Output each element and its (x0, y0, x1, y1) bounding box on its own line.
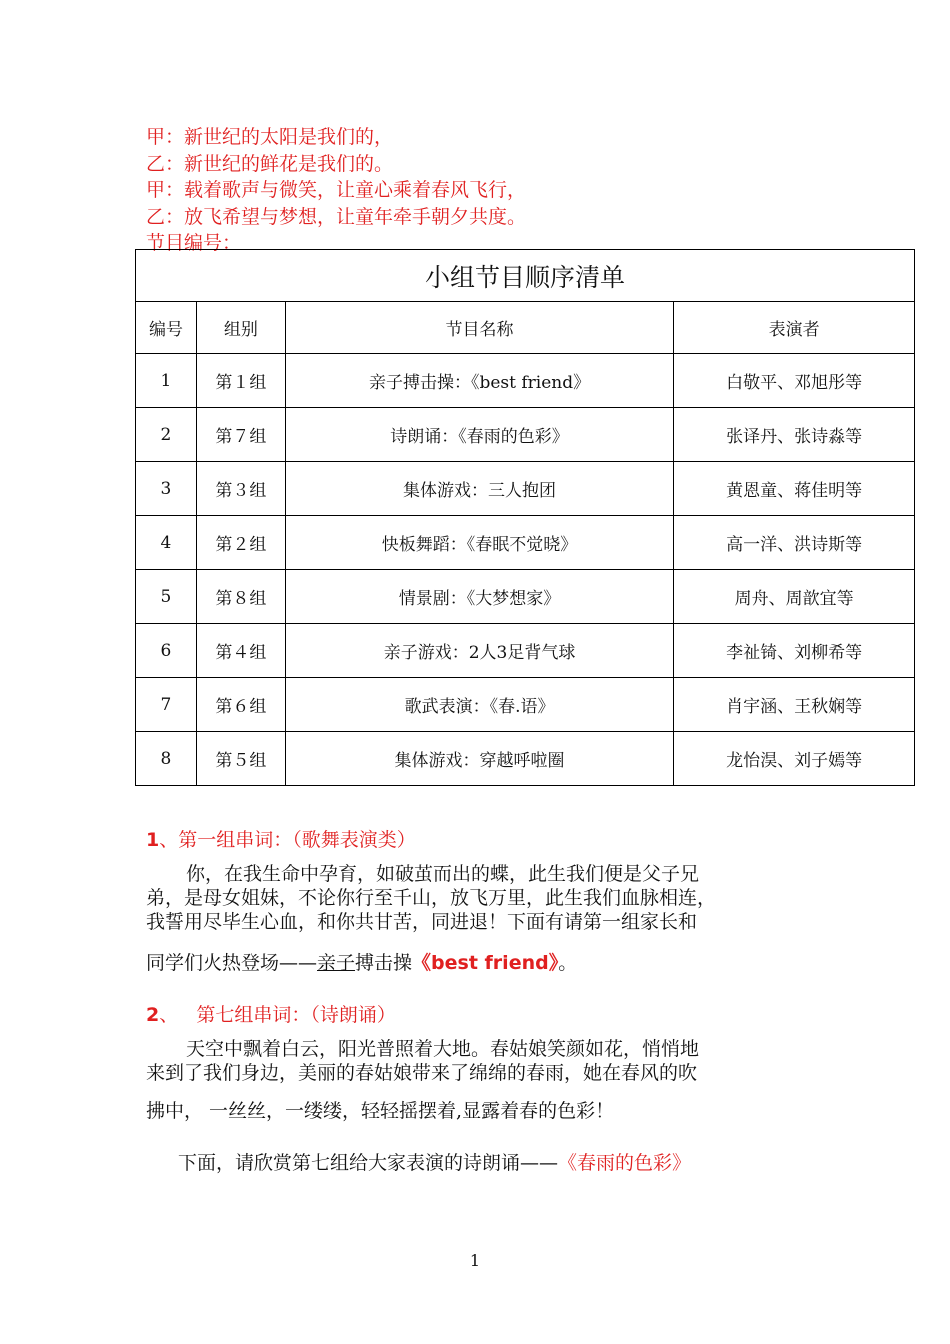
cell-group: 第１组 (196, 354, 285, 408)
table-row (136, 678, 915, 732)
cell-performers: 高一洋、洪诗斯等 (674, 516, 915, 570)
cell-number: 4 (136, 516, 197, 570)
table-row (136, 408, 915, 462)
table-title: 小组节目顺序清单 (136, 250, 915, 302)
section-1-last-prefix: 同学们火热登场—— (146, 952, 318, 974)
cell-group: 第５组 (196, 732, 285, 786)
cell-number: 1 (136, 354, 197, 408)
cell-performers: 张译丹、张诗淼等 (674, 408, 915, 462)
section-2-line: 拂中， 一丝丝，一缕缕，轻轻摇摆着,显露着春的色彩！ (146, 1100, 615, 1122)
cell-group: 第７组 (196, 408, 285, 462)
cell-program: 集体游戏：穿越呼啦圈 (285, 732, 674, 786)
table-row (136, 570, 915, 624)
intro-dialogue (146, 124, 526, 257)
header-performers: 表演者 (674, 302, 915, 354)
section-1-last-line (146, 951, 577, 975)
cell-performers: 黄恩童、蒋佳明等 (674, 462, 915, 516)
section-1-line: 你，在我生命中孕育，如破茧而出的蝶，此生我们便是父子兄 (186, 863, 700, 885)
section-1-body (146, 862, 716, 934)
page-number: 1 (469, 1251, 481, 1270)
program-order-table (135, 249, 915, 786)
cell-program: 情景剧：《大梦想家》 (285, 570, 674, 624)
intro-line: 乙：新世纪的鲜花是我们的。 (146, 152, 394, 175)
cell-performers: 周舟、周歆宜等 (674, 570, 915, 624)
intro-line: 甲：新世纪的太阳是我们的， (146, 126, 394, 148)
cell-performers: 李祉锜、刘柳希等 (674, 624, 915, 678)
section-2-line: 来到了我们身边，美丽的春姑娘带来了绵绵的春雨，她在春风的吹 (146, 1062, 698, 1084)
cell-group: 第３组 (196, 462, 285, 516)
section-2-closing (178, 1151, 691, 1175)
cell-number: 5 (136, 570, 197, 624)
section-2-program-title: 《春雨的色彩》 (558, 1152, 692, 1174)
cell-program: 诗朗诵：《春雨的色彩》 (285, 408, 674, 462)
cell-number: 6 (136, 624, 197, 678)
cell-number: 2 (136, 408, 197, 462)
section-2-number: 2 (146, 1004, 160, 1026)
section-2-line: 天空中飘着白云，阳光普照着大地。春姑娘笑颜如花，悄悄地 (186, 1038, 700, 1060)
section-2-line-3 (146, 1099, 614, 1123)
table-row (136, 354, 915, 408)
program-number-label: 节目编号： (146, 232, 242, 254)
section-1-line: 我誓用尽毕生心血，和你共甘苦，同进退！下面有请第一组家长和 (146, 911, 698, 933)
table-row (136, 516, 915, 570)
cell-number: 8 (136, 732, 197, 786)
cell-group: 第６组 (196, 678, 285, 732)
cell-performers: 肖宇涵、王秋娴等 (674, 678, 915, 732)
header-group: 组别 (196, 302, 285, 354)
section-1-last-middle: 搏击操 (355, 952, 413, 974)
intro-line: 甲：载着歌声与微笑，让童心乘着春风飞行， (146, 179, 527, 201)
section-1-underlined-word: 亲子 (317, 952, 356, 974)
cell-group: 第２组 (196, 516, 285, 570)
table-row (136, 624, 915, 678)
cell-group: 第４组 (196, 624, 285, 678)
cell-performers: 白敬平、邓旭彤等 (674, 354, 915, 408)
section-1-last-end: 。 (558, 952, 578, 974)
cell-performers: 龙怡淏、刘子嫣等 (674, 732, 915, 786)
cell-group: 第８组 (196, 570, 285, 624)
cell-program: 亲子搏击操：《best friend》 (285, 354, 674, 408)
section-2-title: 、 第七组串词：（诗朗诵） (159, 1004, 396, 1026)
intro-line: 乙：放飞希望与梦想，让童年牵手朝夕共度。 (146, 205, 527, 228)
section-1-heading (146, 825, 416, 852)
header-number: 编号 (136, 302, 197, 354)
table-row (136, 732, 915, 786)
cell-program: 歌武表演：《春.语》 (285, 678, 674, 732)
cell-number: 3 (136, 462, 197, 516)
section-1-title: 、第一组串词：（歌舞表演类） (159, 829, 416, 851)
section-2-body (146, 1037, 699, 1085)
table-row (136, 462, 915, 516)
cell-program: 快板舞蹈：《春眠不觉晓》 (285, 516, 674, 570)
header-program-name: 节目名称 (285, 302, 674, 354)
section-2-heading (146, 1000, 396, 1027)
cell-program: 集体游戏：三人抱团 (285, 462, 674, 516)
cell-program: 亲子游戏：2人3足背气球 (285, 624, 674, 678)
section-1-number: 1 (146, 829, 160, 851)
cell-number: 7 (136, 678, 197, 732)
section-1-line: 弟，是母女姐妹，不论你行至千山，放飞万里，此生我们血脉相连， (146, 887, 717, 909)
section-1-program-title: 《best friend》 (412, 952, 559, 974)
section-2-closing-prefix: 下面，请欣赏第七组给大家表演的诗朗诵—— (178, 1152, 559, 1174)
